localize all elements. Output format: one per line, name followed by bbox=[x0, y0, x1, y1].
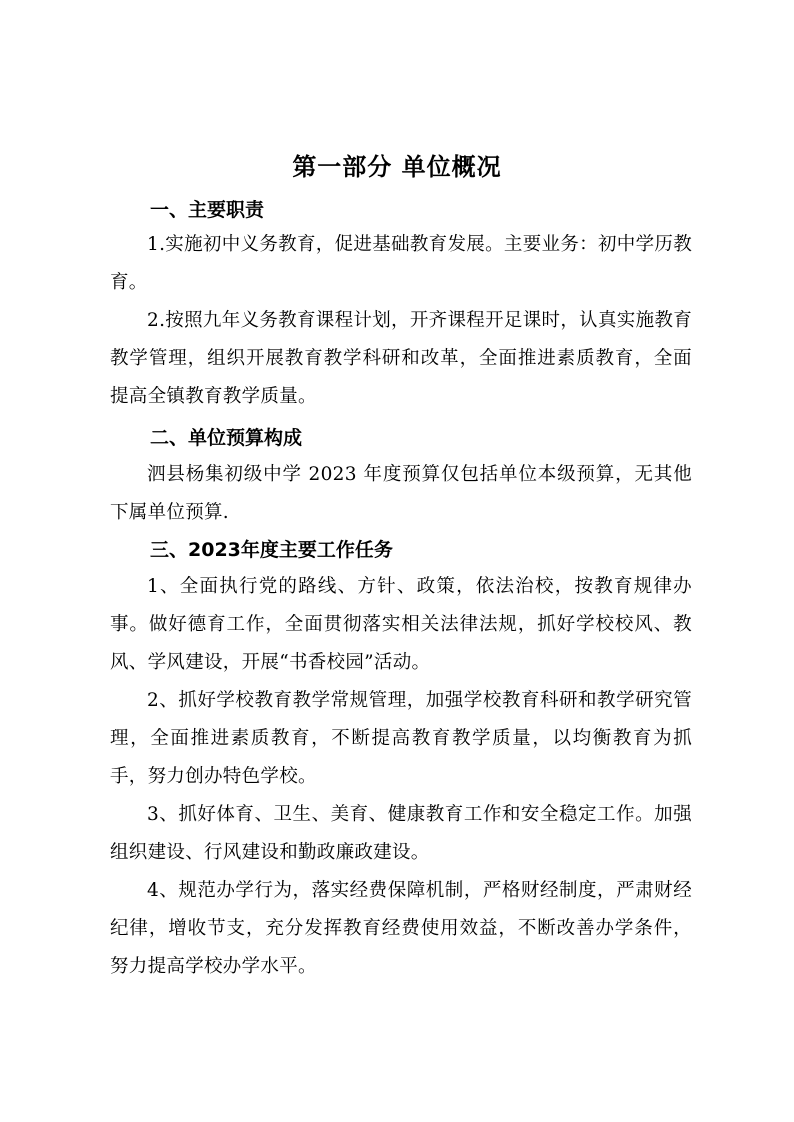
page-title: 第一部分 单位概况 bbox=[292, 153, 502, 181]
paragraph: 1.实施初中义务教育，促进基础教育发展。主要业务：初中学历教育。 bbox=[110, 234, 692, 293]
paragraph: 2、抓好学校教育教学常规管理，加强学校教育科研和教学研究管理，全面推进素质教育，不断提高教育教学质量，以均衡教育为抓手，努力创办特色学校。 bbox=[110, 690, 692, 787]
section-heading-duties: 一、主要职责 bbox=[150, 199, 265, 221]
paragraph: 4、规范办学行为，落实经费保障机制，严格财经制度，严肃财经纪律，增收节支，充分发挥教育经费使用效益，不断改善办学条件，努力提高学校办学水平。 bbox=[110, 880, 692, 977]
paragraph: 泗县杨集初级中学 2023 年度预算仅包括单位本级预算，无其他下属单位预算. bbox=[110, 464, 692, 523]
section-heading-budget: 二、单位预算构成 bbox=[150, 427, 303, 449]
paragraph: 2.按照九年义务教育课程计划，开齐课程开足课时，认真实施教育教学管理，组织开展教育教学科研和改革，全面推进素质教育，全面提高全镇教育教学质量。 bbox=[110, 310, 692, 407]
paragraph: 1、全面执行党的路线、方针、政策，依法治校，按教育规律办事。做好德育工作，全面贯彻落实相关法律法规，抓好学校校风、教风、学风建设，开展“书香校园”活动。 bbox=[110, 576, 692, 673]
paragraph: 3、抓好体育、卫生、美育、健康教育工作和安全稳定工作。加强组织建设、行风建设和勤政廉政建设。 bbox=[110, 804, 692, 863]
section-heading-tasks: 三、2023年度主要工作任务 bbox=[150, 539, 393, 561]
